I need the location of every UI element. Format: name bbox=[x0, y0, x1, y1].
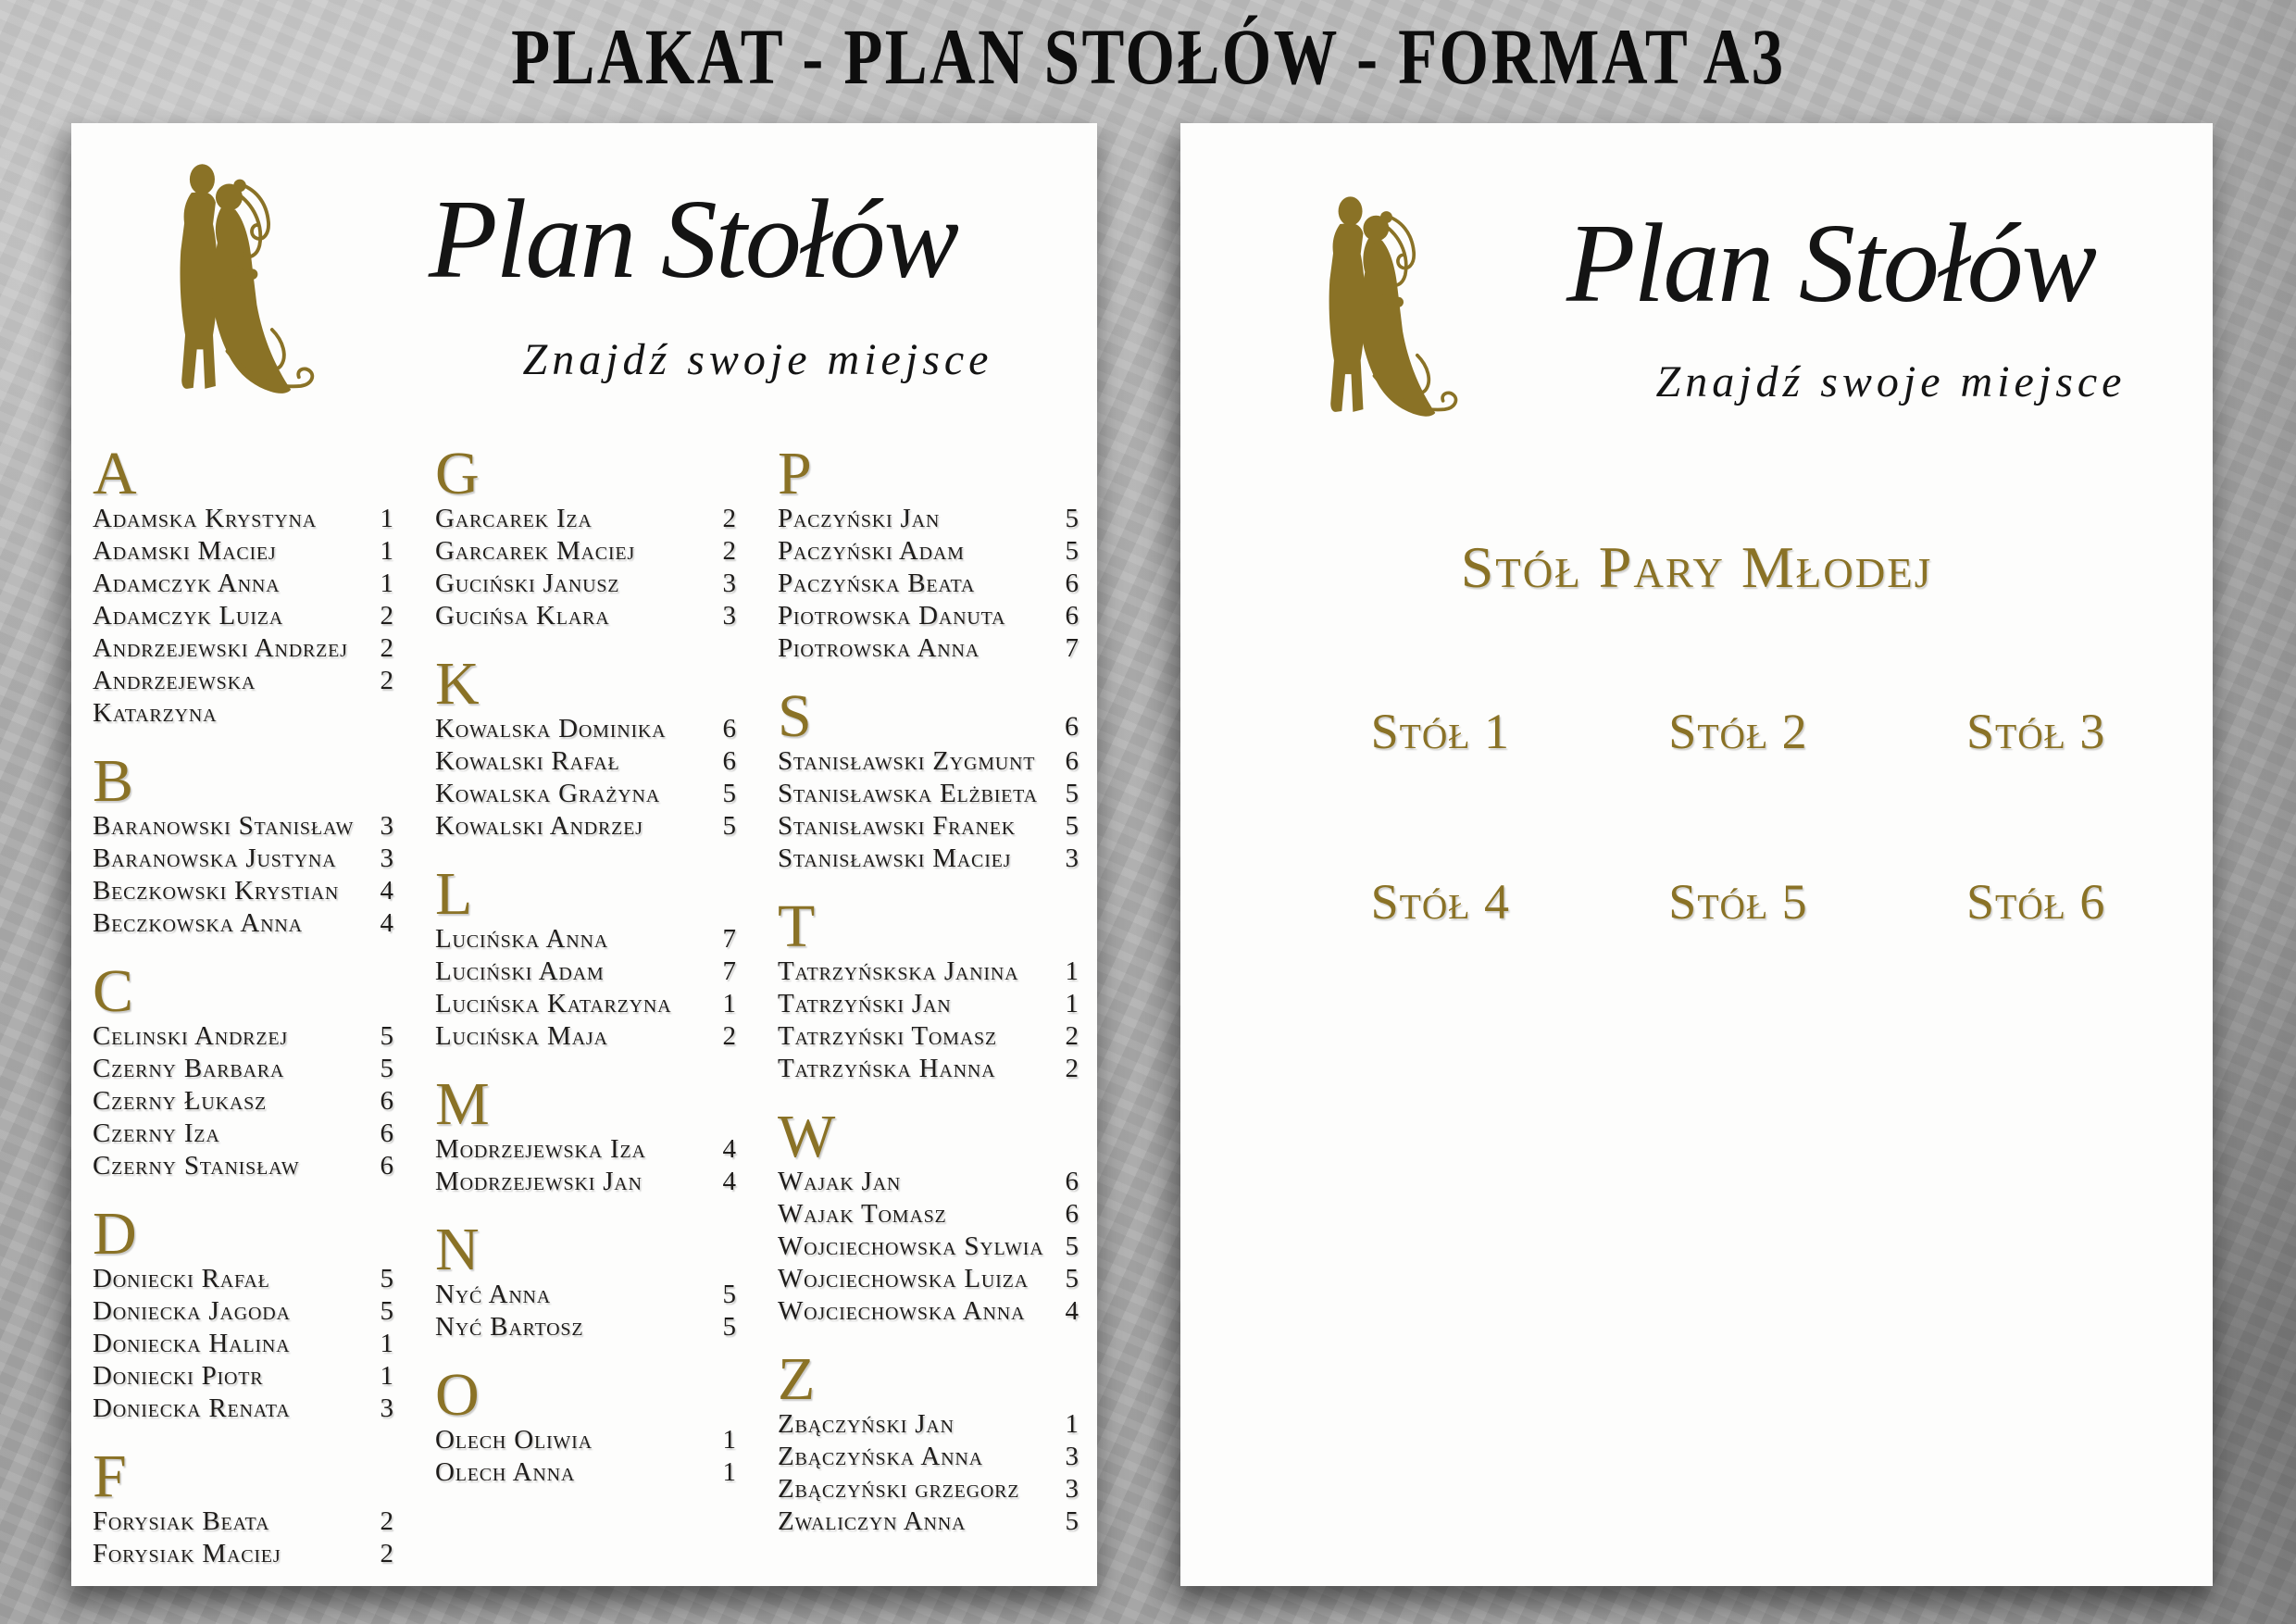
guest-name: Zbączyński grzegorz bbox=[778, 1474, 1020, 1504]
guest-entry bbox=[778, 1020, 1079, 1053]
guest-entry bbox=[93, 810, 393, 843]
guest-name: Gucińsa Klara bbox=[435, 601, 610, 631]
guest-name: Olech Anna bbox=[435, 1457, 576, 1487]
section-header bbox=[778, 682, 1079, 750]
guest-name: Tatrzyński Tomasz bbox=[778, 1021, 997, 1051]
guest-table-number: 5 bbox=[722, 811, 736, 841]
guest-table-number: 6 bbox=[1065, 1167, 1079, 1196]
guest-table-number: 7 bbox=[1065, 633, 1079, 663]
alphabetical-poster bbox=[71, 123, 1097, 1586]
guest-entry bbox=[778, 503, 1079, 535]
letter-section bbox=[93, 1443, 393, 1570]
guest-table-number: 1 bbox=[380, 1361, 393, 1391]
guest-name: Paczyński Adam bbox=[778, 536, 965, 566]
guest-entry bbox=[93, 1328, 393, 1360]
guest-table-number: 6 bbox=[380, 1086, 393, 1116]
guest-name: Adamski Maciej bbox=[93, 536, 277, 566]
section-letter: F bbox=[93, 1443, 127, 1510]
table-seating-poster bbox=[1180, 123, 2213, 1586]
guest-entry bbox=[435, 1424, 736, 1456]
guest-table-number: 4 bbox=[380, 876, 393, 906]
section-header bbox=[435, 440, 736, 507]
section-header bbox=[93, 1200, 393, 1268]
poster-script-title: Plan Stołów bbox=[428, 177, 958, 302]
guest-entry bbox=[778, 956, 1079, 988]
guest-table-number: 2 bbox=[1065, 1054, 1079, 1083]
guest-entry bbox=[435, 956, 736, 988]
guest-table-number: 6 bbox=[380, 1151, 393, 1181]
guest-entry bbox=[778, 632, 1079, 665]
guest-name: Doniecka Renata bbox=[93, 1393, 291, 1423]
section-letter: T bbox=[778, 893, 816, 960]
guest-table-number: 6 bbox=[1065, 746, 1079, 776]
section-entries bbox=[778, 745, 1079, 875]
guest-entry bbox=[93, 535, 393, 568]
guest-name: Luciński Adam bbox=[435, 956, 605, 986]
guest-entry bbox=[778, 1505, 1079, 1538]
guest-name: Modrzejewski Jan bbox=[435, 1167, 643, 1196]
guest-table-number: 6 bbox=[722, 746, 736, 776]
guest-name: Olech Oliwia bbox=[435, 1425, 593, 1455]
guest-table-number: 2 bbox=[1065, 1021, 1079, 1051]
guest-entry bbox=[93, 1505, 393, 1538]
bride-and-groom-silhouette-icon bbox=[132, 144, 322, 412]
guest-name: Kowalski Rafał bbox=[435, 746, 620, 776]
guest-table-number: 1 bbox=[722, 989, 736, 1018]
guest-table-number: 3 bbox=[1065, 1442, 1079, 1471]
guest-table-number: 4 bbox=[380, 908, 393, 938]
letter-section bbox=[435, 650, 736, 843]
guest-entry bbox=[778, 1295, 1079, 1328]
letter-section bbox=[435, 440, 736, 632]
section-letter: Z bbox=[778, 1345, 816, 1413]
table-block bbox=[1292, 875, 1590, 936]
guest-name: Zbączyńska Anna bbox=[778, 1442, 983, 1471]
letter-section bbox=[93, 440, 393, 730]
guest-entry bbox=[778, 1198, 1079, 1230]
guest-table-number: 6 bbox=[1065, 601, 1079, 631]
guest-table-number: 2 bbox=[722, 536, 736, 566]
guest-name: Adamska Krystyna bbox=[93, 504, 317, 533]
table-block bbox=[1590, 875, 1888, 936]
table-block bbox=[1887, 875, 2185, 936]
page-title: PLAKAT - PLAN STOŁÓW - FORMAT A3 bbox=[510, 12, 1786, 101]
guest-table-number: 3 bbox=[380, 811, 393, 841]
guest-table-number: 5 bbox=[1065, 779, 1079, 808]
guest-table-number: 6 bbox=[1065, 1199, 1079, 1229]
guest-entry bbox=[435, 503, 736, 535]
section-entries bbox=[435, 923, 736, 1053]
guest-entry bbox=[778, 600, 1079, 632]
guest-name: Tatrzyńskska Janina bbox=[778, 956, 1019, 986]
guest-table-number: 6 bbox=[1065, 568, 1079, 598]
guest-table-number: 5 bbox=[380, 1054, 393, 1083]
section-header bbox=[435, 1216, 736, 1283]
section-entries bbox=[435, 1424, 736, 1489]
guest-entry bbox=[778, 810, 1079, 843]
guest-entry bbox=[778, 1441, 1079, 1473]
guest-name: Zwaliczyn Anna bbox=[778, 1506, 967, 1536]
section-entries bbox=[435, 1279, 736, 1343]
guest-entry bbox=[435, 745, 736, 778]
guest-name: Baranowska Justyna bbox=[93, 843, 337, 873]
section-entries bbox=[778, 1166, 1079, 1328]
guest-entry bbox=[778, 988, 1079, 1020]
alphabet-column-3 bbox=[778, 440, 1079, 1570]
section-header bbox=[435, 650, 736, 718]
guest-table-number: 1 bbox=[1065, 1409, 1079, 1439]
section-header bbox=[93, 440, 393, 507]
table-title: Stół 3 bbox=[1965, 704, 2106, 759]
section-entries bbox=[778, 956, 1079, 1085]
section-header bbox=[778, 893, 1079, 960]
guest-entry bbox=[93, 1538, 393, 1570]
guest-name: Kowalska Dominika bbox=[435, 714, 667, 743]
guest-name: Guciński Janusz bbox=[435, 568, 620, 598]
guest-entry bbox=[435, 535, 736, 568]
guest-table-number: 5 bbox=[1065, 811, 1079, 841]
guest-name: Nyć Anna bbox=[435, 1280, 552, 1309]
guest-table-number: 3 bbox=[380, 843, 393, 873]
guest-name: Doniecka Halina bbox=[93, 1329, 291, 1358]
section-header bbox=[778, 1103, 1079, 1170]
guest-table-number: 2 bbox=[380, 1539, 393, 1568]
guest-entry bbox=[435, 1456, 736, 1489]
guest-name: Stanisławski Zygmunt bbox=[778, 746, 1036, 776]
guest-table-number: 5 bbox=[722, 1280, 736, 1309]
table-block bbox=[1292, 705, 1590, 766]
guest-entry bbox=[93, 600, 393, 632]
guest-table-number: 4 bbox=[1065, 1296, 1079, 1326]
section-letter: K bbox=[435, 650, 480, 718]
guest-table-number: 2 bbox=[722, 1021, 736, 1051]
guest-entry bbox=[93, 1295, 393, 1328]
guest-entry bbox=[93, 632, 393, 665]
guest-table-number: 3 bbox=[722, 568, 736, 598]
guest-name: Zbączyński Jan bbox=[778, 1409, 955, 1439]
guest-entry bbox=[93, 1053, 393, 1085]
guest-table-number: 5 bbox=[722, 779, 736, 808]
guest-table-number: 5 bbox=[380, 1021, 393, 1051]
guest-table-number: 4 bbox=[722, 1167, 736, 1196]
section-letter: O bbox=[435, 1361, 480, 1429]
guest-entry bbox=[435, 810, 736, 843]
guest-table-number: 1 bbox=[722, 1425, 736, 1455]
guest-name: Wajak Jan bbox=[778, 1167, 902, 1196]
section-entries bbox=[778, 1408, 1079, 1538]
guest-table-number: 1 bbox=[722, 1457, 736, 1487]
section-header bbox=[93, 957, 393, 1025]
guest-name: Stanisławski Maciej bbox=[778, 843, 1012, 873]
guest-name: Wajak Tomasz bbox=[778, 1199, 947, 1229]
guest-table-number: 5 bbox=[1065, 1506, 1079, 1536]
guest-name: Piotrowska Anna bbox=[778, 633, 980, 663]
guest-entry bbox=[93, 1020, 393, 1053]
guest-entry bbox=[93, 1150, 393, 1182]
guest-name: Czerny Stanisław bbox=[93, 1151, 300, 1181]
guest-entry bbox=[435, 1166, 736, 1198]
guest-name: Wojciechowska Luiza bbox=[778, 1264, 1029, 1293]
guest-table-number: 7 bbox=[722, 924, 736, 954]
alphabetical-columns bbox=[93, 440, 1079, 1570]
table-title: Stół 6 bbox=[1965, 874, 2106, 930]
head-table-title: Stół Pary Młodej bbox=[1460, 534, 1933, 601]
guest-name: Lucińska Katarzyna bbox=[435, 989, 672, 1018]
section-letter: A bbox=[93, 440, 137, 507]
guest-entry bbox=[435, 988, 736, 1020]
section-entries bbox=[778, 503, 1079, 665]
guest-table-number: 2 bbox=[380, 1506, 393, 1536]
guest-name: Tatrzyńska Hanna bbox=[778, 1054, 996, 1083]
section-header bbox=[435, 1070, 736, 1138]
guest-entry bbox=[778, 568, 1079, 600]
guest-entry bbox=[93, 1085, 393, 1118]
guest-table-number: 6 bbox=[380, 1118, 393, 1148]
guest-name: Tatrzyński Jan bbox=[778, 989, 952, 1018]
guest-name: Baranowski Stanisław bbox=[93, 811, 355, 841]
guest-entry bbox=[435, 1311, 736, 1343]
alphabet-column-2 bbox=[435, 440, 736, 1570]
table-title: Stół 4 bbox=[1370, 874, 1511, 930]
guest-name: Garcarek Maciej bbox=[435, 536, 635, 566]
letter-section bbox=[778, 682, 1079, 875]
guest-entry bbox=[435, 600, 736, 632]
section-entries bbox=[435, 1133, 736, 1198]
section-entries bbox=[93, 1505, 393, 1570]
guest-entry bbox=[93, 907, 393, 940]
section-entries bbox=[93, 1263, 393, 1425]
guest-name: Doniecka Jagoda bbox=[93, 1296, 291, 1326]
table-title: Stół 5 bbox=[1668, 874, 1808, 930]
guest-entry bbox=[778, 1408, 1079, 1441]
section-letter: P bbox=[778, 440, 812, 507]
guest-table-number: 5 bbox=[1065, 1264, 1079, 1293]
guest-entry bbox=[93, 875, 393, 907]
guest-entry bbox=[435, 713, 736, 745]
section-letter: L bbox=[435, 860, 473, 928]
table-title: Stół 1 bbox=[1370, 704, 1511, 759]
guest-name: Piotrowska Danuta bbox=[778, 601, 1006, 631]
guest-entry bbox=[435, 1020, 736, 1053]
guest-table-number: 5 bbox=[380, 1296, 393, 1326]
poster-script-subtitle: Znajdź swoje miejsce bbox=[1655, 357, 2127, 406]
guest-name: Adamczyk Anna bbox=[93, 568, 281, 598]
guest-name: Wojciechowska Sylwia bbox=[778, 1231, 1044, 1261]
guest-name: Forysiak Beata bbox=[93, 1506, 270, 1536]
guest-table-number: 3 bbox=[1065, 843, 1079, 873]
guest-table-number: 2 bbox=[380, 601, 393, 631]
guest-table-number: 5 bbox=[1065, 536, 1079, 566]
guest-name: Czerny Barbara bbox=[93, 1054, 285, 1083]
guest-entry bbox=[778, 745, 1079, 778]
guest-entry bbox=[778, 1053, 1079, 1085]
guest-entry bbox=[778, 843, 1079, 875]
guest-table-number: 3 bbox=[722, 601, 736, 631]
guest-table-number: 4 bbox=[722, 1134, 736, 1164]
section-header-number: 6 bbox=[1065, 711, 1079, 742]
guest-entry bbox=[93, 503, 393, 535]
guest-table-number: 7 bbox=[722, 956, 736, 986]
guest-entry bbox=[778, 1230, 1079, 1263]
section-header bbox=[435, 860, 736, 928]
section-letter: B bbox=[93, 747, 134, 815]
guest-name: Wojciechowska Anna bbox=[778, 1296, 1026, 1326]
guest-entry bbox=[435, 923, 736, 956]
section-header bbox=[778, 440, 1079, 507]
guest-table-number: 1 bbox=[1065, 989, 1079, 1018]
guest-entry bbox=[93, 1263, 393, 1295]
section-header bbox=[778, 1345, 1079, 1413]
guest-entry bbox=[93, 665, 393, 730]
letter-section bbox=[435, 1361, 736, 1489]
section-entries bbox=[93, 810, 393, 940]
bride-and-groom-silhouette-icon bbox=[1284, 177, 1465, 434]
guest-name: Beczkowska Anna bbox=[93, 908, 303, 938]
guest-name: Andrzejewski Andrzej bbox=[93, 633, 348, 663]
guest-table-number: 2 bbox=[380, 666, 393, 695]
guest-entry bbox=[435, 778, 736, 810]
guest-entry bbox=[93, 1360, 393, 1393]
guest-table-number: 5 bbox=[1065, 1231, 1079, 1261]
table-title: Stół 2 bbox=[1668, 704, 1808, 759]
guest-table-number: 3 bbox=[1065, 1474, 1079, 1504]
letter-section bbox=[435, 1216, 736, 1343]
guest-name: Kowalska Grażyna bbox=[435, 779, 661, 808]
section-entries bbox=[93, 503, 393, 730]
guest-table-number: 1 bbox=[380, 568, 393, 598]
section-letter: S bbox=[778, 682, 812, 750]
guest-entry bbox=[778, 1263, 1079, 1295]
guest-name: Nyć Bartosz bbox=[435, 1312, 584, 1342]
guest-name: Czerny Łukasz bbox=[93, 1086, 268, 1116]
table-block bbox=[1887, 705, 2185, 766]
section-letter: D bbox=[93, 1200, 137, 1268]
poster-script-title: Plan Stołów bbox=[1566, 201, 2096, 326]
guest-name: Kowalski Andrzej bbox=[435, 811, 643, 841]
guest-table-number: 1 bbox=[380, 1329, 393, 1358]
guest-name: Garcarek Iza bbox=[435, 504, 593, 533]
guest-entry bbox=[93, 843, 393, 875]
tables-grid bbox=[1292, 705, 2185, 936]
guest-name: Stanisławski Franek bbox=[778, 811, 1017, 841]
guest-table-number: 5 bbox=[380, 1264, 393, 1293]
guest-entry bbox=[93, 1393, 393, 1425]
table-block bbox=[1590, 705, 1888, 766]
letter-section bbox=[778, 893, 1079, 1085]
guest-name: Lucińska Anna bbox=[435, 924, 608, 954]
guest-entry bbox=[778, 1473, 1079, 1505]
section-entries bbox=[435, 503, 736, 632]
letter-section bbox=[778, 1103, 1079, 1328]
guest-table-number: 5 bbox=[722, 1312, 736, 1342]
guest-entry bbox=[435, 1279, 736, 1311]
guest-table-number: 5 bbox=[1065, 504, 1079, 533]
letter-section bbox=[778, 440, 1079, 665]
letter-section bbox=[778, 1345, 1079, 1538]
section-letter: N bbox=[435, 1216, 480, 1283]
guest-name: Doniecki Piotr bbox=[93, 1361, 264, 1391]
guest-entry bbox=[435, 1133, 736, 1166]
section-letter: G bbox=[435, 440, 480, 507]
guest-entry bbox=[778, 535, 1079, 568]
alphabet-column-1 bbox=[93, 440, 393, 1570]
guest-table-number: 2 bbox=[380, 633, 393, 663]
poster-script-subtitle: Znajdź swoje miejsce bbox=[522, 335, 993, 384]
guest-name: Adamczyk Luiza bbox=[93, 601, 283, 631]
letter-section bbox=[435, 860, 736, 1053]
guest-table-number: 1 bbox=[380, 504, 393, 533]
guest-name: Paczyński Jan bbox=[778, 504, 941, 533]
guest-entry bbox=[93, 568, 393, 600]
guest-table-number: 2 bbox=[722, 504, 736, 533]
guest-name: Beczkowski Krystian bbox=[93, 876, 340, 906]
section-letter: W bbox=[778, 1103, 836, 1170]
guest-name: Celinski Andrzej bbox=[93, 1021, 288, 1051]
section-letter: M bbox=[435, 1070, 490, 1138]
guest-table-number: 1 bbox=[1065, 956, 1079, 986]
guest-name: Lucińska Maja bbox=[435, 1021, 608, 1051]
letter-section bbox=[435, 1070, 736, 1198]
letter-section bbox=[93, 957, 393, 1182]
guest-name: Modrzejewska Iza bbox=[435, 1134, 646, 1164]
guest-name: Stanisławska Elżbieta bbox=[778, 779, 1038, 808]
guest-name: Andrzejewska Katarzyna bbox=[93, 666, 256, 728]
section-header bbox=[93, 747, 393, 815]
guest-entry bbox=[93, 1118, 393, 1150]
letter-section bbox=[93, 1200, 393, 1425]
guest-name: Paczyńska Beata bbox=[778, 568, 976, 598]
guest-table-number: 1 bbox=[380, 536, 393, 566]
guest-table-number: 6 bbox=[722, 714, 736, 743]
guest-name: Doniecki Rafał bbox=[93, 1264, 270, 1293]
section-entries bbox=[93, 1020, 393, 1182]
section-header bbox=[435, 1361, 736, 1429]
guest-table-number: 3 bbox=[380, 1393, 393, 1423]
section-header bbox=[93, 1443, 393, 1510]
guest-entry bbox=[435, 568, 736, 600]
guest-entry bbox=[778, 1166, 1079, 1198]
guest-entry bbox=[778, 778, 1079, 810]
section-entries bbox=[435, 713, 736, 843]
section-letter: C bbox=[93, 957, 134, 1025]
letter-section bbox=[93, 747, 393, 940]
guest-name: Czerny Iza bbox=[93, 1118, 220, 1148]
guest-name: Forysiak Maciej bbox=[93, 1539, 281, 1568]
